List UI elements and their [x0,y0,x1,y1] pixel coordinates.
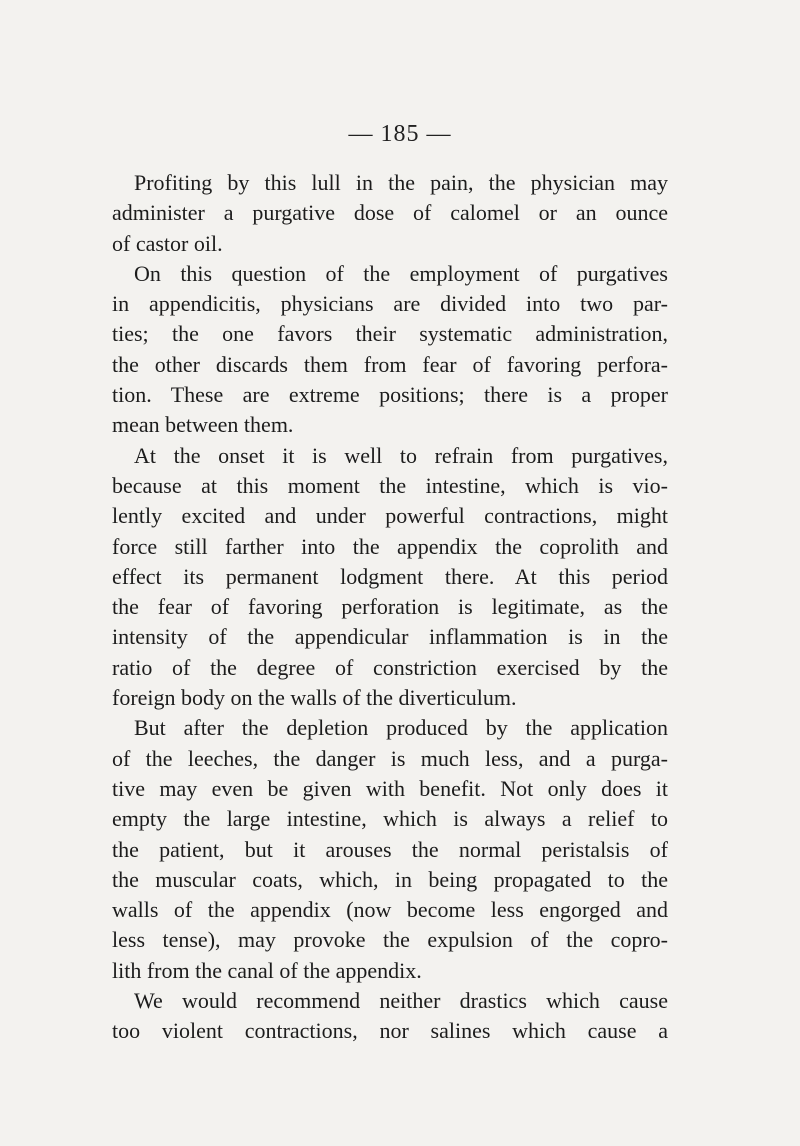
text-line: effect its permanent lodgment there. At this period [112,563,668,589]
text-line: At the onset it is well to refrain from purgatives, [134,442,668,468]
text-line: foreign body on the walls of the diverticulum. [112,685,517,711]
text-line: tive may even be given with benefit. Not only does it [112,775,668,801]
text-line: administer a purgative dose of calomel or an ounce [112,200,668,226]
text-line: ratio of the degree of constriction exercised by the [112,654,668,680]
text-line: lith from the canal of the appendix. [112,957,422,983]
text-line: the other discards them from fear of favoring perfora- [112,351,668,377]
body-text [112,168,668,1047]
text-line: too violent contractions, nor salines which cause a [112,1018,668,1044]
text-line: the muscular coats, which, in being propagated to the [112,866,668,892]
text-line: walls of the appendix (now become less engorged and [112,897,668,923]
text-line: the fear of favoring perforation is legitimate, as the [112,594,668,620]
text-line: We would recommend neither drastics which cause [134,988,668,1014]
text-line: force still farther into the appendix the coprolith and [112,533,668,559]
text-line: empty the large intestine, which is always a relief to [112,806,668,832]
text-line: tion. These are extreme positions; there is a proper [112,382,668,408]
text-line: mean between them. [112,412,294,438]
text-line: ties; the one favors their systematic administration, [112,321,668,347]
text-line: But after the depletion produced by the application [134,715,668,741]
text-line: Profiting by this lull in the pain, the physician may [134,170,668,195]
text-line: lently excited and under powerful contractions, might [112,503,668,529]
text-line: intensity of the appendicular inflammation is in the [112,624,668,650]
text-line: the patient, but it arouses the normal peristalsis of [112,836,668,862]
text-line: On this question of the employment of purgatives [134,260,668,286]
text-line: less tense), may provoke the expulsion of the copro- [112,927,668,953]
text-line: because at this moment the intestine, which is vio- [112,472,668,498]
text-line: of castor oil. [112,230,223,256]
page-number: — 185 — [348,121,452,147]
text-line: of the leeches, the danger is much less, and a purga- [112,745,668,771]
text-line: in appendicitis, physicians are divided into two par- [112,291,668,317]
